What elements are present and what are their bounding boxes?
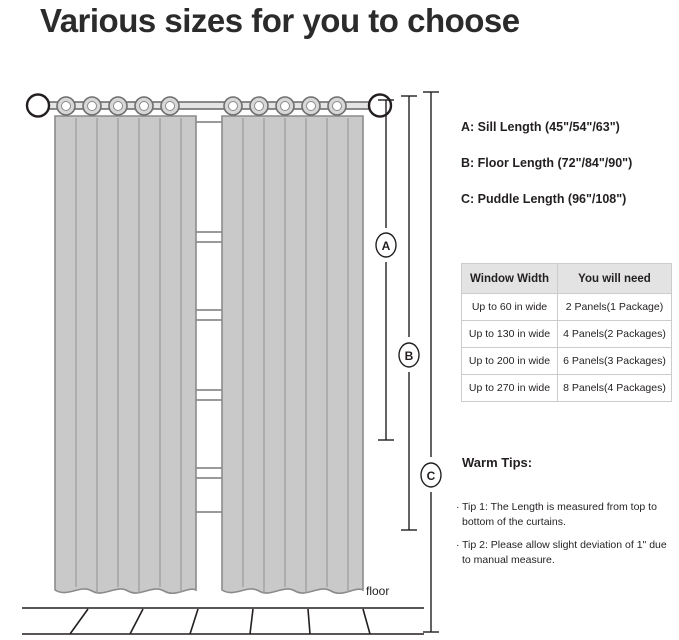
table-header-you-will-need: You will need — [578, 272, 651, 285]
warm-tip-text: Tip 2: Please allow slight deviation of 1" due to manual measure. — [462, 539, 667, 566]
table-cell-need: 2 Panels(1 Package) — [565, 301, 664, 313]
panel-quantity-table — [461, 263, 672, 402]
length-legend — [461, 120, 671, 228]
table-cell-need: 4 Panels(2 Packages) — [563, 328, 666, 340]
legend-item-a: A: Sill Length (45"/54"/63") — [461, 120, 620, 134]
warm-tip-text: Tip 1: The Length is measured from top to bottom of the curtains. — [462, 501, 657, 528]
legend-item-c: C: Puddle Length (96"/108") — [461, 192, 627, 206]
marker-a-label: A — [381, 239, 391, 253]
warm-tip-item — [456, 538, 672, 568]
table-row — [462, 294, 671, 321]
table-row — [462, 375, 671, 402]
table-cell-width: Up to 60 in wide — [462, 294, 558, 320]
marker-c-label: C — [426, 469, 436, 483]
floor-label: floor — [366, 584, 390, 598]
table-header-window-width: Window Width — [462, 264, 558, 293]
marker-b-label: B — [404, 349, 414, 363]
curtain-illustration — [0, 60, 460, 640]
legend-item-b: B: Floor Length (72"/84"/90") — [461, 156, 633, 170]
bullet-icon: · — [456, 501, 460, 513]
warm-tips-title: Warm Tips: — [462, 455, 533, 470]
warm-tip-item — [456, 500, 672, 530]
table-cell-width: Up to 270 in wide — [462, 375, 558, 401]
table-header-row — [462, 264, 671, 294]
table-cell-need: 6 Panels(3 Packages) — [563, 355, 666, 367]
table-cell-width: Up to 200 in wide — [462, 348, 558, 374]
table-cell-width: Up to 130 in wide — [462, 321, 558, 347]
table-row — [462, 321, 671, 348]
table-row — [462, 348, 671, 375]
table-cell-need: 8 Panels(4 Packages) — [563, 382, 666, 394]
page-title: Various sizes for you to choose — [40, 2, 520, 39]
bullet-icon: · — [456, 539, 460, 551]
